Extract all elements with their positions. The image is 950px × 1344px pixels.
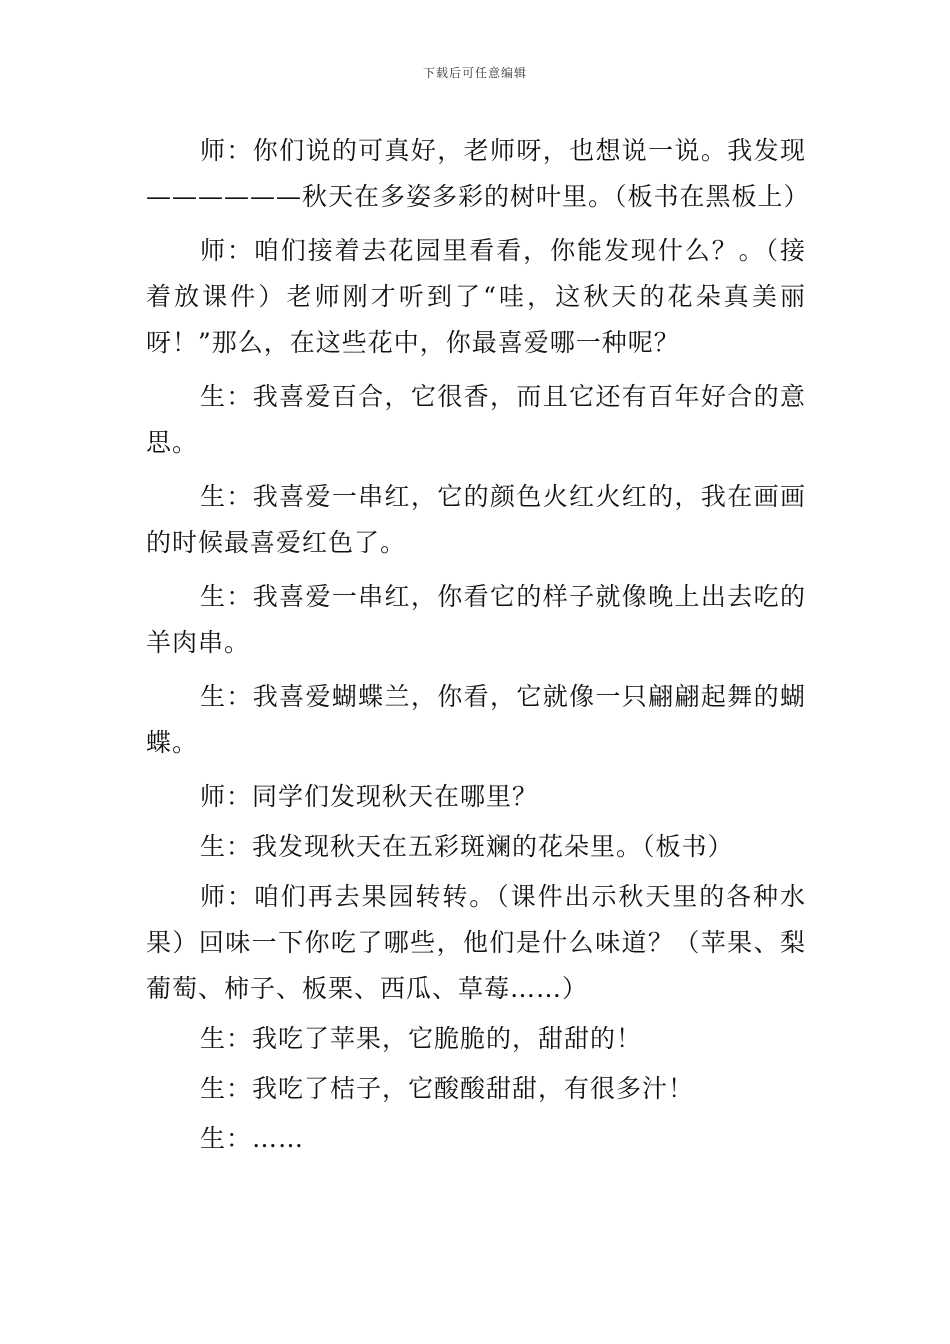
paragraph-teacher-leaves: 师：你们说的可真好，老师呀，也想说一说。我发现——————秋天在多姿多彩的树叶里。（板书在黑板上） — [146, 136, 810, 211]
paragraph-student-ellipsis: 生：…… — [200, 1124, 305, 1153]
document-body — [146, 128, 810, 1166]
paragraph-student-orange: 生：我吃了桔子，它酸酸甜甜，有很多汁！ — [200, 1074, 695, 1103]
paragraph-teacher-garden: 师：咱们接着去花园里看看，你能发现什么？。（接着放课件）老师刚才听到了“哇，这秋天的花朵真美丽呀！”那么，在这些花中，你最喜爱哪一种呢？ — [146, 236, 806, 357]
paragraph-student-apple: 生：我吃了苹果，它脆脆的，甜甜的！ — [200, 1024, 643, 1053]
paragraph-student-salvia-shape: 生：我喜爱一串红，你看它的样子就像晚上出去吃的羊肉串。 — [146, 582, 806, 657]
paragraph-teacher-question: 师：同学们发现秋天在哪里？ — [200, 782, 539, 811]
paragraph-student-orchid: 生：我喜爱蝴蝶兰，你看，它就像一只翩翩起舞的蝴蝶。 — [146, 682, 806, 757]
paragraph-teacher-orchard: 师：咱们再去果园转转。（课件出示秋天里的各种水果）回味一下你吃了哪些，他们是什么味道？（苹果、梨葡萄、柿子、板栗、西瓜、草莓……） — [146, 882, 806, 1003]
paragraph-student-salvia-color: 生：我喜爱一串红，它的颜色火红火红的，我在画画的时候最喜爱红色了。 — [146, 482, 806, 557]
paragraph-student-lily: 生：我喜爱百合，它很香，而且它还有百年好合的意思。 — [146, 382, 806, 457]
paragraph-student-flowers: 生：我发现秋天在五彩斑斓的花朵里。（板书） — [200, 832, 734, 861]
page-header-note: 下载后可任意编辑 — [422, 66, 527, 80]
